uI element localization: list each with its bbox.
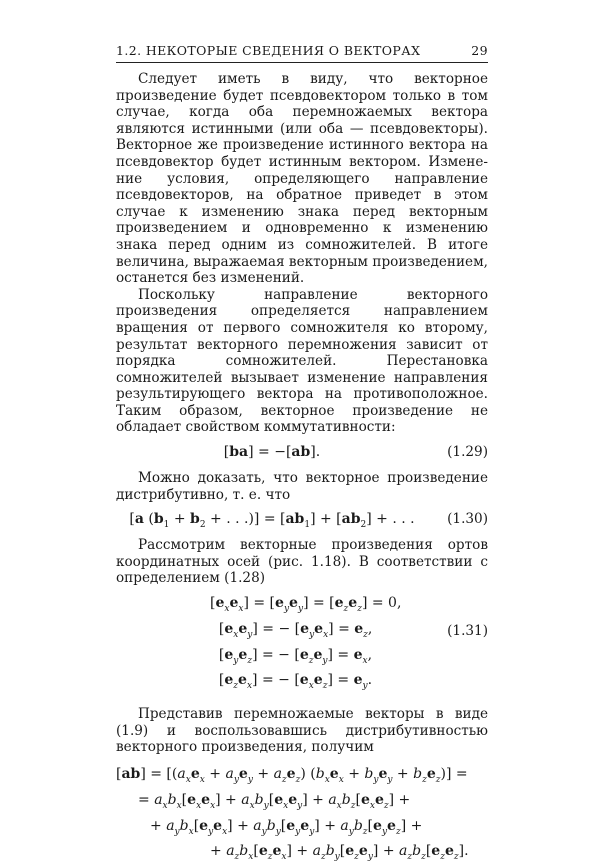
page-number: 29 (471, 43, 488, 58)
equation-1-31 (116, 593, 488, 696)
paragraph-4: Рассмотрим векторные произведения ортов координатных осей (рис. 1.18). В соответствии с определением (1.28) (116, 537, 488, 587)
equation-row: $[e_ye_z]$ = − $[e_ze_y] = e_x$, (210, 646, 373, 666)
paragraph-5: Представив перемножаемые векторы в виде (1.9) и воспользовавшись дистрибутивностью векторного произведения, получим (116, 706, 488, 756)
equation-formula: [a ($b_1 + b_2$ + . . .)] = $[ab_1] + [ab_2]$ + . . . (129, 511, 415, 531)
equation-row: $[ab] = [(a_xe_x + a_ye_y + a_ze_z) (b_xe_x + b_ye_y + b_ze_z)]$ = (116, 766, 468, 785)
equation-expansion (116, 764, 488, 867)
paragraph-3: Можно доказать, что векторное произведение дистрибутивно, т. е. что (116, 470, 488, 503)
equation-row: $[e_ze_x]$ = − $[e_xe_z] = e_y$. (210, 672, 373, 692)
equation-1-30 (116, 506, 488, 534)
equation-number: (1.30) (447, 511, 488, 528)
equation-row: + $a_zb_x[e_ze_x] + a_zb_y[e_ze_y] + a_zb_z[e_ze_z]$. (210, 843, 469, 863)
equation-number: (1.29) (447, 444, 488, 461)
equation-row: = $a_xb_x[e_xe_x] + a_xb_y[e_xe_y] + a_xb_z[e_xe_z]$ + (138, 791, 411, 811)
equation-1-29 (116, 439, 488, 467)
body-text (116, 71, 488, 867)
equation-formula: [ba] = −[ab]. (223, 444, 321, 461)
paragraph-2: Поскольку направление векторного произведения определяется направлением вращения от первого сомножителя ко второму, результат векторного перемножения зависит от порядка сомножителей. Перестановка сомножителей вызывает изменение направления результирующего вектора на противоположное. Таким образом, векторное произведение не обладает свойством коммутативности: (116, 286, 488, 436)
running-header (116, 43, 488, 58)
equation-row: $[e_xe_x] = [e_ye_y] = [e_ze_z] = 0$, (210, 595, 402, 614)
section-title: 1.2. НЕКОТОРЫЕ СВЕДЕНИЯ О ВЕКТОРАХ (116, 43, 421, 58)
header-rule (116, 62, 488, 63)
equation-row: $[e_xe_y]$ = − $[e_ye_x] = e_z$, (210, 620, 373, 640)
paragraph-1: Следует иметь в виду, что векторное произведение будет псевдовектором только в том случае, когда оба перемножаемых вектора являются истинными (или оба — псевдовекторы). Векторное же произведение истинного вектора на псевдовектор будет истинным вектором. Изменение условия, определяющего направление псевдовекторов, на обратное приведет в этом случае к изменению знака перед векторным произведением и одновременно к изменению знака перед одним из сомножителей. В итоге величина, выражаемая векторным произведением, останется без изменений. (116, 71, 488, 287)
equation-row: + $a_yb_x[e_ye_x] + a_yb_y[e_ye_y] + a_yb_z[e_ye_z]$ + (150, 817, 423, 837)
equation-number: (1.31) (447, 623, 488, 640)
